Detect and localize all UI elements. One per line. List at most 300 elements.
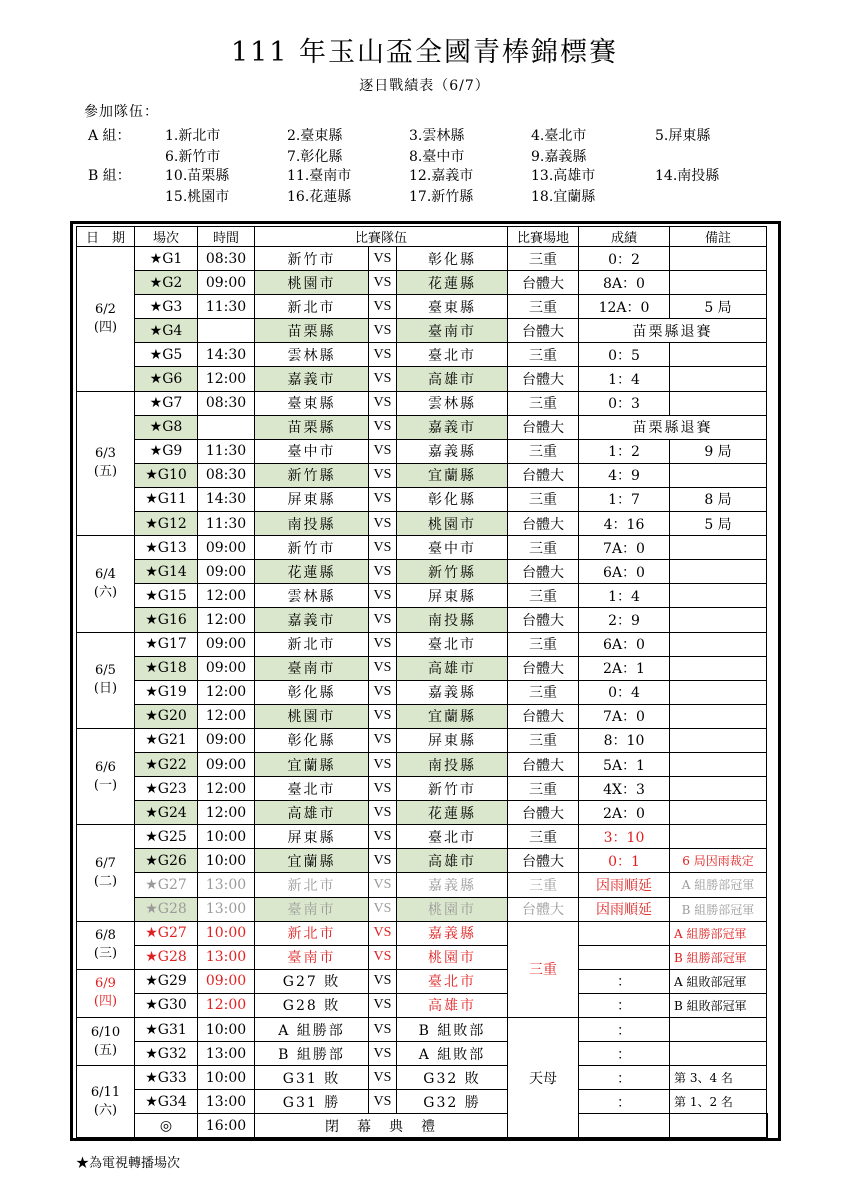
home-team: 苗栗縣 xyxy=(255,319,369,343)
vs-label: VS xyxy=(369,608,397,632)
away-team: 嘉義市 xyxy=(397,415,508,439)
game-time: 12:00 xyxy=(198,704,255,728)
table-row xyxy=(77,271,768,295)
score-cell: 5A：1 xyxy=(579,752,670,776)
score-cell: ： xyxy=(579,1090,670,1114)
away-team: 南投縣 xyxy=(397,752,508,776)
venue-cell: 三重 xyxy=(508,487,579,511)
home-team: 新竹市 xyxy=(255,536,369,560)
withdrawal-note: 苗栗縣退賽 xyxy=(579,415,767,439)
away-team: 彰化縣 xyxy=(397,487,508,511)
score-cell: 0：4 xyxy=(579,680,670,704)
game-time: 11:30 xyxy=(198,295,255,319)
score-cell: ： xyxy=(579,969,670,993)
game-id: ★G2 xyxy=(135,271,198,295)
date-label: 6/10 xyxy=(90,1024,121,1040)
note-cell: 第 3、4 名 xyxy=(670,1066,767,1090)
header-game: 場次 xyxy=(135,227,198,247)
note-cell xyxy=(670,271,767,295)
vs-label: VS xyxy=(369,584,397,608)
group-a-label: A 組： xyxy=(88,128,131,144)
table-row xyxy=(77,463,768,487)
home-team: 雲林縣 xyxy=(255,584,369,608)
game-time: 09:00 xyxy=(198,656,255,680)
note-cell: A 組勝部冠軍 xyxy=(670,873,767,897)
team-a-1: 1.新北市 xyxy=(165,128,221,144)
score-cell: ： xyxy=(579,1066,670,1090)
page-title: 111 年玉山盃全國青棒錦標賽 xyxy=(230,37,619,68)
vs-label: VS xyxy=(369,825,397,849)
note-cell xyxy=(767,1114,768,1138)
home-team: 臺南市 xyxy=(255,656,369,680)
game-time: 10:00 xyxy=(198,849,255,873)
game-time: 10:00 xyxy=(198,1018,255,1042)
footnote: ★為電視轉播場次 xyxy=(76,1156,181,1171)
score-cell: 1：2 xyxy=(579,439,670,463)
game-time: 08:30 xyxy=(198,463,255,487)
away-team: 新竹縣 xyxy=(397,560,508,584)
table-row xyxy=(77,415,768,439)
venue-cell: 三重 xyxy=(508,921,579,1017)
header-venue: 比賽場地 xyxy=(508,227,579,247)
venue-cell: 三重 xyxy=(508,680,579,704)
home-team: 新北市 xyxy=(255,873,369,897)
score-cell: 4：16 xyxy=(579,512,670,536)
home-team: 臺中市 xyxy=(255,439,369,463)
away-team: 高雄市 xyxy=(397,993,508,1017)
table-row xyxy=(77,1090,768,1114)
note-cell xyxy=(670,367,767,391)
home-team: A 組勝部 xyxy=(255,1018,369,1042)
date-cell xyxy=(77,632,135,728)
game-time: 13:00 xyxy=(198,873,255,897)
venue-cell: 台體大 xyxy=(508,801,579,825)
score-cell: 2：9 xyxy=(579,608,670,632)
table-row xyxy=(77,873,768,897)
note-cell: 5 局 xyxy=(670,512,767,536)
table-row xyxy=(77,728,768,752)
home-team: 臺南市 xyxy=(255,897,369,921)
game-id: ★G24 xyxy=(135,801,198,825)
weekday-label: (日) xyxy=(93,681,118,697)
note-cell: 8 局 xyxy=(670,487,767,511)
game-time: 12:00 xyxy=(198,680,255,704)
vs-label: VS xyxy=(369,271,397,295)
game-time: 09:00 xyxy=(198,271,255,295)
venue-cell: 台體大 xyxy=(508,271,579,295)
game-time: 16:00 xyxy=(198,1114,255,1138)
note-cell xyxy=(670,247,767,271)
closing-ceremony: 閉 幕 典 禮 xyxy=(255,1114,508,1138)
away-team: 雲林縣 xyxy=(397,391,508,415)
venue-cell: 台體大 xyxy=(508,560,579,584)
venue-cell: 台體大 xyxy=(508,512,579,536)
game-time: 08:30 xyxy=(198,391,255,415)
date-label: 6/4 xyxy=(95,566,116,582)
note-cell xyxy=(670,704,767,728)
vs-label: VS xyxy=(369,993,397,1017)
venue-cell xyxy=(579,1114,670,1138)
weekday-label: (六) xyxy=(93,1102,118,1118)
game-id: ★G29 xyxy=(135,969,198,993)
venue-cell: 三重 xyxy=(508,247,579,271)
note-cell: B 組勝部冠軍 xyxy=(670,897,767,921)
note-cell: A 組敗部冠軍 xyxy=(670,969,767,993)
game-id: ★G11 xyxy=(135,487,198,511)
score-cell: 7A：0 xyxy=(579,704,670,728)
game-time: 13:00 xyxy=(198,897,255,921)
vs-label: VS xyxy=(369,656,397,680)
date-label: 6/6 xyxy=(95,759,116,775)
note-cell xyxy=(670,391,767,415)
vs-label: VS xyxy=(369,391,397,415)
home-team: 臺南市 xyxy=(255,945,369,969)
date-label: 6/11 xyxy=(90,1084,121,1100)
vs-label: VS xyxy=(369,849,397,873)
game-id: ◎ xyxy=(135,1114,198,1138)
game-time: 13:00 xyxy=(198,1042,255,1066)
table-row xyxy=(77,247,768,271)
table-row xyxy=(77,632,768,656)
game-id: ★G5 xyxy=(135,343,198,367)
game-id: ★G7 xyxy=(135,391,198,415)
away-team: 臺北市 xyxy=(397,825,508,849)
score-cell: 0：1 xyxy=(579,849,670,873)
table-row xyxy=(77,319,768,343)
game-time: 09:00 xyxy=(198,969,255,993)
game-id: ★G3 xyxy=(135,295,198,319)
game-id: ★G1 xyxy=(135,247,198,271)
table-row xyxy=(77,295,768,319)
away-team: 南投縣 xyxy=(397,608,508,632)
game-id: ★G26 xyxy=(135,849,198,873)
away-team: 宜蘭縣 xyxy=(397,463,508,487)
game-id: ★G17 xyxy=(135,632,198,656)
game-time: 09:00 xyxy=(198,632,255,656)
venue-cell: 三重 xyxy=(508,728,579,752)
game-time xyxy=(198,319,255,343)
score-cell: 12A：0 xyxy=(579,295,670,319)
away-team: 嘉義縣 xyxy=(397,680,508,704)
vs-label: VS xyxy=(369,560,397,584)
table-row xyxy=(77,439,768,463)
score-cell: 1：4 xyxy=(579,584,670,608)
score-cell: 4X：3 xyxy=(579,777,670,801)
game-time: 13:00 xyxy=(198,1090,255,1114)
game-id: ★G27 xyxy=(135,921,198,945)
game-id: ★G9 xyxy=(135,439,198,463)
game-time: 12:00 xyxy=(198,777,255,801)
game-time: 11:30 xyxy=(198,512,255,536)
home-team: 屏東縣 xyxy=(255,825,369,849)
away-team: 屏東縣 xyxy=(397,584,508,608)
venue-cell: 台體大 xyxy=(508,463,579,487)
vs-label: VS xyxy=(369,632,397,656)
teams-label: 參加隊伍： xyxy=(84,104,159,120)
team-a-6: 6.新竹市 xyxy=(165,149,221,165)
note-cell xyxy=(670,752,767,776)
vs-label: VS xyxy=(369,801,397,825)
home-team: 嘉義市 xyxy=(255,367,369,391)
weekday-label: (六) xyxy=(93,584,118,600)
score-cell: 7A：0 xyxy=(579,536,670,560)
home-team: 宜蘭縣 xyxy=(255,752,369,776)
note-cell xyxy=(670,584,767,608)
score-cell: 因雨順延 xyxy=(579,897,670,921)
table-row xyxy=(77,993,768,1017)
weekday-label: (一) xyxy=(93,777,118,793)
game-time: 13:00 xyxy=(198,945,255,969)
venue-cell: 三重 xyxy=(508,295,579,319)
table-row xyxy=(77,608,768,632)
date-cell xyxy=(77,1066,135,1138)
game-time: 12:00 xyxy=(198,367,255,391)
note-cell xyxy=(670,536,767,560)
header-teams: 比賽隊伍 xyxy=(255,227,508,247)
header-time: 時間 xyxy=(198,227,255,247)
vs-label: VS xyxy=(369,1066,397,1090)
date-label: 6/7 xyxy=(95,855,116,871)
note-cell xyxy=(670,343,767,367)
team-b-11: 11.臺南市 xyxy=(287,168,352,184)
vs-label: VS xyxy=(369,945,397,969)
home-team: 雲林縣 xyxy=(255,343,369,367)
game-id: ★G28 xyxy=(135,945,198,969)
note-cell xyxy=(670,825,767,849)
away-team: A 組敗部 xyxy=(397,1042,508,1066)
away-team: 嘉義縣 xyxy=(397,873,508,897)
table-row xyxy=(77,584,768,608)
game-id: ★G25 xyxy=(135,825,198,849)
game-time: 08:30 xyxy=(198,247,255,271)
away-team: 桃園市 xyxy=(397,945,508,969)
score-cell: 6A：0 xyxy=(579,632,670,656)
vs-label: VS xyxy=(369,680,397,704)
away-team: G32 敗 xyxy=(397,1066,508,1090)
away-team: 嘉義縣 xyxy=(397,921,508,945)
date-label: 6/3 xyxy=(95,446,116,462)
table-row xyxy=(77,536,768,560)
team-b-18: 18.宜蘭縣 xyxy=(531,189,596,205)
table-row xyxy=(77,1018,768,1042)
vs-label: VS xyxy=(369,439,397,463)
table-row xyxy=(77,1066,768,1090)
away-team: B 組敗部 xyxy=(397,1018,508,1042)
venue-cell: 三重 xyxy=(508,439,579,463)
game-id: ★G13 xyxy=(135,536,198,560)
score-cell: 6A：0 xyxy=(579,560,670,584)
table-row xyxy=(77,704,768,728)
game-time: 10:00 xyxy=(198,1066,255,1090)
date-cell xyxy=(77,921,135,969)
note-cell: 第 1、2 名 xyxy=(670,1090,767,1114)
date-label: 6/5 xyxy=(95,663,116,679)
away-team: 花蓮縣 xyxy=(397,801,508,825)
game-id: ★G10 xyxy=(135,463,198,487)
game-time: 11:30 xyxy=(198,439,255,463)
game-time: 14:30 xyxy=(198,487,255,511)
score-cell: ： xyxy=(579,993,670,1017)
home-team: 新竹縣 xyxy=(255,463,369,487)
header-note: 備註 xyxy=(670,227,767,247)
date-cell xyxy=(77,825,135,921)
vs-label: VS xyxy=(369,536,397,560)
team-b-17: 17.新竹縣 xyxy=(409,189,474,205)
away-team: 臺北市 xyxy=(397,632,508,656)
table-row xyxy=(77,897,768,921)
game-id: ★G27 xyxy=(135,873,198,897)
game-id: ★G30 xyxy=(135,993,198,1017)
note-cell xyxy=(670,777,767,801)
header-date: 日 期 xyxy=(77,227,135,247)
vs-label: VS xyxy=(369,343,397,367)
vs-label: VS xyxy=(369,463,397,487)
home-team: 新竹市 xyxy=(255,247,369,271)
note-cell xyxy=(670,801,767,825)
away-team: 桃園市 xyxy=(397,897,508,921)
game-id: ★G31 xyxy=(135,1018,198,1042)
note-cell: 5 局 xyxy=(670,295,767,319)
away-team: 臺南市 xyxy=(397,319,508,343)
score-cell xyxy=(579,921,670,945)
vs-label: VS xyxy=(369,897,397,921)
table-row xyxy=(77,777,768,801)
team-a-3: 3.雲林縣 xyxy=(409,128,465,144)
weekday-label: (五) xyxy=(93,1042,118,1058)
table-row xyxy=(77,752,768,776)
venue-cell: 台體大 xyxy=(508,752,579,776)
table-row xyxy=(77,801,768,825)
game-time: 09:00 xyxy=(198,560,255,584)
date-cell xyxy=(77,1018,135,1066)
note-cell: B 組勝部冠軍 xyxy=(670,945,767,969)
home-team: 新北市 xyxy=(255,921,369,945)
home-team: 臺北市 xyxy=(255,777,369,801)
vs-label: VS xyxy=(369,1042,397,1066)
away-team: 高雄市 xyxy=(397,849,508,873)
game-id: ★G20 xyxy=(135,704,198,728)
venue-cell: 台體大 xyxy=(508,849,579,873)
vs-label: VS xyxy=(369,512,397,536)
date-cell xyxy=(77,728,135,824)
game-id: ★G18 xyxy=(135,656,198,680)
team-b-13: 13.高雄市 xyxy=(531,168,596,184)
game-id: ★G22 xyxy=(135,752,198,776)
vs-label: VS xyxy=(369,873,397,897)
score-cell: 因雨順延 xyxy=(579,873,670,897)
team-a-5: 5.屏東縣 xyxy=(655,128,711,144)
note-cell xyxy=(670,463,767,487)
venue-cell: 台體大 xyxy=(508,415,579,439)
table-header-row xyxy=(77,227,768,247)
venue-cell: 台體大 xyxy=(508,319,579,343)
home-team: G31 勝 xyxy=(255,1090,369,1114)
game-id: ★G21 xyxy=(135,728,198,752)
note-cell xyxy=(670,656,767,680)
team-b-14: 14.南投縣 xyxy=(655,168,720,184)
vs-label: VS xyxy=(369,969,397,993)
table-row xyxy=(77,512,768,536)
game-time xyxy=(198,415,255,439)
game-time: 14:30 xyxy=(198,343,255,367)
score-cell: 2A：1 xyxy=(579,656,670,680)
vs-label: VS xyxy=(369,295,397,319)
venue-cell: 三重 xyxy=(508,873,579,897)
score-cell: 1：7 xyxy=(579,487,670,511)
vs-label: VS xyxy=(369,487,397,511)
team-b-16: 16.花蓮縣 xyxy=(287,189,352,205)
away-team: 臺北市 xyxy=(397,343,508,367)
game-id: ★G14 xyxy=(135,560,198,584)
score-cell: 3：10 xyxy=(579,825,670,849)
home-team: 彰化縣 xyxy=(255,680,369,704)
game-time: 12:00 xyxy=(198,993,255,1017)
date-cell xyxy=(77,536,135,632)
away-team: 高雄市 xyxy=(397,367,508,391)
note-cell: A 組勝部冠軍 xyxy=(670,921,767,945)
game-time: 10:00 xyxy=(198,921,255,945)
venue-cell: 天母 xyxy=(508,1018,579,1138)
table-row xyxy=(77,487,768,511)
venue-cell: 三重 xyxy=(508,584,579,608)
score-cell: 0：3 xyxy=(579,391,670,415)
score-cell xyxy=(670,1114,767,1138)
home-team: 花蓮縣 xyxy=(255,560,369,584)
table-row xyxy=(77,921,768,945)
table-row xyxy=(77,391,768,415)
table-row xyxy=(77,849,768,873)
away-team: 桃園市 xyxy=(397,512,508,536)
table-row xyxy=(77,1042,768,1066)
game-id: ★G4 xyxy=(135,319,198,343)
table-row xyxy=(77,945,768,969)
vs-label: VS xyxy=(369,1090,397,1114)
venue-cell: 三重 xyxy=(508,825,579,849)
away-team: 臺東縣 xyxy=(397,295,508,319)
vs-label: VS xyxy=(369,704,397,728)
game-time: 12:00 xyxy=(198,584,255,608)
game-time: 10:00 xyxy=(198,825,255,849)
table-row xyxy=(77,825,768,849)
score-cell: 0：2 xyxy=(579,247,670,271)
away-team: 嘉義縣 xyxy=(397,439,508,463)
table-row xyxy=(77,656,768,680)
score-cell: 8A：0 xyxy=(579,271,670,295)
table-row xyxy=(77,560,768,584)
venue-cell: 三重 xyxy=(508,343,579,367)
table-row xyxy=(77,367,768,391)
note-cell xyxy=(670,560,767,584)
game-id: ★G15 xyxy=(135,584,198,608)
home-team: B 組勝部 xyxy=(255,1042,369,1066)
game-time: 09:00 xyxy=(198,752,255,776)
game-time: 12:00 xyxy=(198,801,255,825)
home-team: 新北市 xyxy=(255,632,369,656)
vs-label: VS xyxy=(369,319,397,343)
game-id: ★G28 xyxy=(135,897,198,921)
game-id: ★G23 xyxy=(135,777,198,801)
game-id: ★G33 xyxy=(135,1066,198,1090)
note-cell xyxy=(670,632,767,656)
vs-label: VS xyxy=(369,247,397,271)
game-time: 09:00 xyxy=(198,536,255,560)
score-cell: ： xyxy=(579,1042,670,1066)
home-team: 嘉義市 xyxy=(255,608,369,632)
team-a-4: 4.臺北市 xyxy=(531,128,587,144)
home-team: 桃園市 xyxy=(255,704,369,728)
date-cell xyxy=(77,247,135,392)
venue-cell: 三重 xyxy=(508,777,579,801)
